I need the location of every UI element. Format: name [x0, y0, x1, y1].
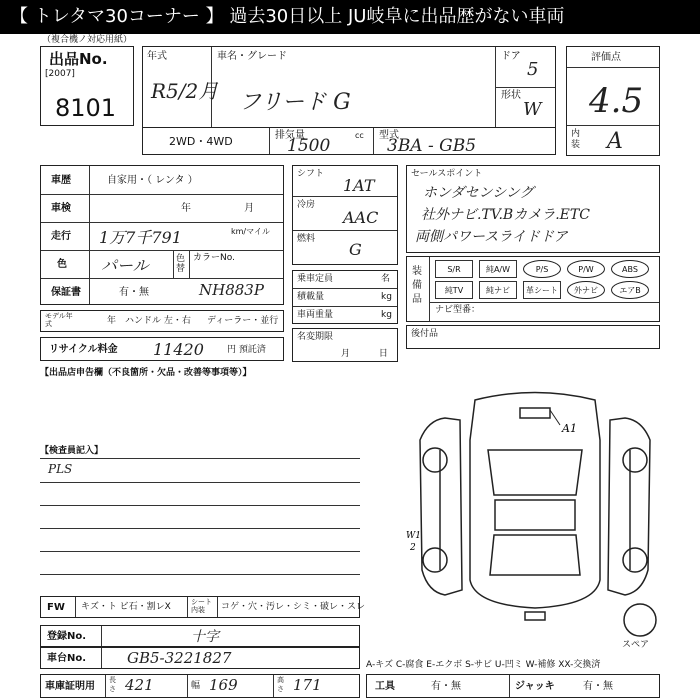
equipment-option: エアB [611, 281, 649, 299]
cert-width-value: 169 [209, 676, 238, 694]
color-label: 色 [57, 259, 67, 270]
header-banner: 【 トレタマ30コーナー 】 過去30日以上 JU岐阜に出品歴がない車両 [0, 0, 700, 34]
name-change-unit: 月 日 [341, 349, 388, 359]
equipment-option: 外ナビ [567, 281, 605, 299]
tools-row [366, 674, 660, 698]
ac-label: 冷房 [297, 200, 316, 210]
spec-row [142, 127, 556, 155]
rating-box [566, 46, 660, 156]
recycle-unit: 円 預託済 [227, 345, 266, 355]
load-label: 積載量 [297, 292, 325, 302]
cert-height-value: 171 [293, 676, 322, 694]
mileage-unit: km/マイル [231, 227, 270, 236]
load-unit: kg [381, 292, 392, 302]
tools-label: 工具 [375, 681, 395, 692]
equipment-box [406, 256, 660, 322]
jack-value: 有・無 [583, 681, 613, 692]
rating-label: 評価点 [591, 52, 621, 63]
registration-row [40, 625, 360, 647]
car-damage-diagram [400, 380, 670, 650]
registration-label: 登録No. [47, 631, 87, 642]
model-value: 3BA - GB5 [387, 136, 477, 156]
details-box [40, 165, 284, 305]
handle-label: ハンドル 左・右 [125, 316, 191, 326]
name-value: フリード G [239, 90, 351, 115]
capacity-box [292, 270, 398, 324]
sales-line1: ホンダセンシング [423, 185, 534, 201]
cert-length-label: 長さ [109, 676, 116, 693]
shift-value: 1AT [343, 176, 375, 195]
vehicle-box [142, 46, 556, 128]
name-change-label: 名変期限 [297, 332, 334, 342]
diagram-mark-w2: 2 [410, 543, 416, 553]
color-value: パール [101, 256, 149, 275]
sales-box [406, 165, 660, 253]
fw-text: キズ・ト ビ石・割レX [81, 602, 171, 612]
ac-value: AAC [343, 208, 379, 227]
lot-year-stamp: [2007] [45, 69, 75, 79]
chassis-label: 車台No. [47, 653, 87, 664]
equipment-option: 革シート [523, 281, 561, 299]
rating-score: 4.5 [589, 81, 644, 121]
equipment-option: 純ナビ [479, 281, 517, 299]
damage-legend: A-キズ C-腐食 E-エクボ S-サビ U-凹ミ W-補修 XX-交換済 [366, 660, 601, 670]
lot-label: 出品No. [49, 50, 108, 68]
tools-value: 有・無 [431, 681, 461, 692]
dealer-label: ディーラー・並行 [207, 316, 279, 326]
name-change-box [292, 328, 398, 362]
model-year-unit: 年 [107, 316, 117, 326]
door-label: ドア [501, 51, 521, 62]
interior-label: 内装 [571, 129, 581, 150]
capacity-label: 乗車定員 [297, 274, 334, 284]
name-label: 車名・グレード [217, 51, 287, 62]
chassis-row [40, 647, 360, 669]
color-change-label: 色替 [176, 254, 186, 274]
equipment-option: S/R [435, 260, 473, 278]
displacement-value: 1500 [287, 136, 331, 156]
mileage-value: 1万7千791 [99, 228, 182, 247]
interior-value: A [607, 129, 623, 154]
year-label: 年式 [147, 51, 167, 62]
year-value: R5/2月 [151, 79, 219, 103]
shape-label: 形状 [501, 90, 521, 101]
cert-width-label: 幅 [191, 681, 201, 691]
equipment-option: 純A/W [479, 260, 517, 278]
model-year-row [40, 310, 284, 332]
lot-number: 8101 [55, 94, 117, 122]
shift-label: シフト [297, 169, 325, 179]
displacement-label: 排気量 [275, 130, 305, 141]
later-parts-label: 後付品 [411, 329, 439, 339]
equipment-option: ABS [611, 260, 649, 278]
drive-label: 2WD・4WD [169, 135, 233, 148]
inspection-label: 車検 [51, 203, 71, 214]
spare-label: スペア [622, 640, 650, 650]
jack-label: ジャッキ [515, 681, 555, 692]
color-no-value: NH883P [199, 281, 264, 299]
chassis-value: GB5-3221827 [127, 649, 232, 667]
recycle-value: 11420 [153, 340, 204, 359]
cert-length-value: 421 [125, 676, 154, 694]
shape-value: W [523, 99, 542, 120]
top-note: （複合機ノ対応用紙） [42, 35, 133, 45]
warranty-value: 有・無 [119, 287, 149, 298]
registration-value: 十字 [191, 629, 219, 645]
displacement-unit: cc [355, 131, 364, 140]
recycle-label: リサイクル料金 [49, 344, 118, 355]
later-parts-box [406, 325, 660, 349]
model-year-label: モデル年式 [45, 312, 73, 328]
sales-label: セールスポイント [411, 169, 483, 179]
sales-line3: 両側パワースライドドア [415, 229, 568, 245]
equipment-option: 純TV [435, 281, 473, 299]
specs-box [292, 165, 398, 265]
fuel-label: 燃料 [297, 234, 316, 244]
fuel-value: G [349, 240, 362, 259]
cert-row [40, 674, 360, 698]
equipment-option: P/S [523, 260, 561, 278]
inspector-label: 【検査員記入】 [40, 446, 104, 456]
dealer-report-label: 【出品店申告欄（不良箇所・欠品・改善等事項等）】 [40, 368, 252, 378]
door-value: 5 [527, 59, 539, 80]
weight-label: 車両重量 [297, 310, 334, 320]
recycle-row [40, 337, 284, 361]
inspector-note: PLS [48, 462, 73, 476]
fw-label: FW [47, 602, 65, 613]
model-label: 型式 [379, 130, 399, 141]
history-label: 車歴 [51, 175, 71, 186]
equipment-label: 装備品 [412, 266, 422, 305]
color-no-label: カラーNo. [193, 253, 235, 263]
diagram-mark-a1: A1 [562, 422, 577, 435]
lot-box [40, 46, 134, 126]
diagram-mark-w1: W1 [406, 531, 421, 541]
fw-row [40, 596, 366, 618]
sales-line2: 社外ナビ.TV.Bカメラ.ETC [421, 207, 590, 223]
navi-label: ナビ型番： [435, 305, 481, 315]
history-value: 自家用・（ レンタ ） [107, 175, 198, 186]
cert-label: 車庫証明用 [45, 681, 95, 692]
capacity-unit: 名 [381, 274, 391, 284]
mileage-label: 走行 [51, 231, 71, 242]
cert-height-label: 高さ [277, 676, 284, 693]
fw-seat-label: シート内装 [191, 598, 212, 614]
weight-unit: kg [381, 310, 392, 320]
inspection-value: 年 月 [181, 203, 255, 214]
fw-seat-text: コゲ・穴・汚レ・シミ・破レ・スレ [221, 602, 366, 612]
warranty-label: 保証書 [51, 287, 81, 298]
equipment-option: P/W [567, 260, 605, 278]
